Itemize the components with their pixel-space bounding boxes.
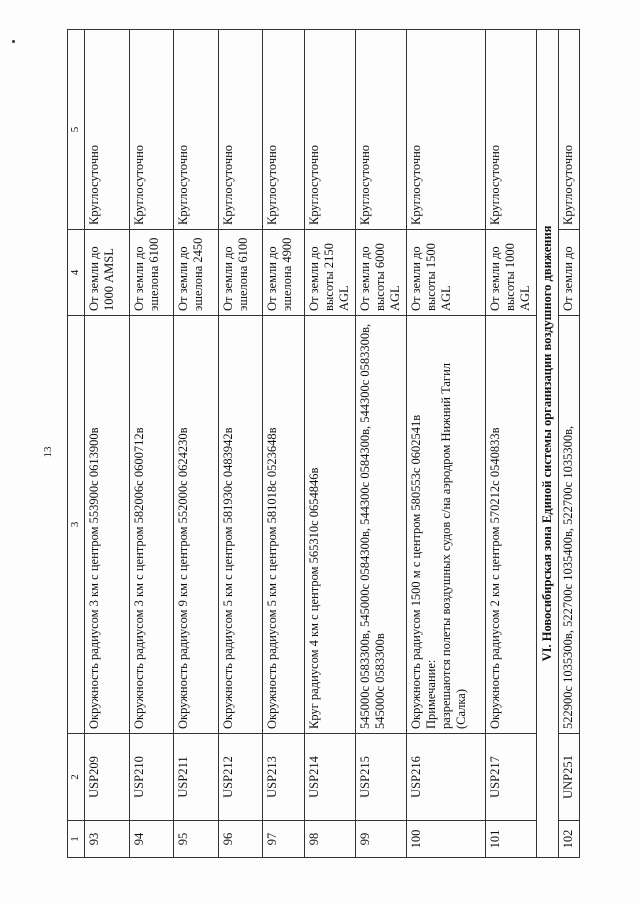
altitude-limit: От земли до эшелона 2450 [173, 230, 218, 316]
zone-code: USP210 [129, 734, 173, 821]
area-description: Окружность радиусом 3 км с центром 582006с 0600712в [129, 316, 173, 734]
area-description: Окружность радиусом 5 км с центром 581930с 0483942в [218, 316, 262, 734]
area-description: Окружность радиусом 9 км с центром 552000с 0624230в [173, 316, 218, 734]
zone-code: USP212 [218, 734, 262, 821]
table-row [84, 30, 129, 858]
altitude-limit: От земли до эшелона 6100 [129, 230, 173, 316]
zone-code: USP209 [84, 734, 129, 821]
area-description: 522900с 1035300в, 522700с 1035400в, 522700с 1035300в, [559, 316, 580, 734]
operating-time: Круглосуточно [485, 30, 536, 230]
zone-code: USP213 [262, 734, 304, 821]
table-row [262, 30, 304, 858]
table-row [304, 30, 355, 858]
area-description: 545000с 0583300в, 545000с 0584300в, 544300с 0584300в, 544300с 0583300в, 545000с 0583300в [355, 316, 406, 734]
header-cell-4: 4 [68, 230, 85, 316]
scan-speck [12, 40, 15, 43]
row-number: 94 [129, 821, 173, 858]
row-number: 97 [262, 821, 304, 858]
table-row [355, 30, 406, 858]
row-number: 102 [559, 821, 580, 858]
table-row [406, 30, 485, 858]
zone-heading: VI. Новосибирская зона Единой системы организации воздушного движения [536, 30, 559, 858]
header-cell-1: 1 [68, 821, 85, 858]
area-description: Окружность радиусом 5 км с центром 581018с 0523648в [262, 316, 304, 734]
table-row [559, 30, 580, 858]
altitude-limit: От земли до высоты 6000 AGL [355, 230, 406, 316]
operating-time: Круглосуточно [84, 30, 129, 230]
operating-time: Круглосуточно [173, 30, 218, 230]
altitude-limit: От земли до эшелона 6100 [218, 230, 262, 316]
table-row [129, 30, 173, 858]
altitude-limit: От земли до эшелона 4900 [262, 230, 304, 316]
row-number: 98 [304, 821, 355, 858]
zone-code: USP217 [485, 734, 536, 821]
operating-time: Круглосуточно [262, 30, 304, 230]
zone-code: USP214 [304, 734, 355, 821]
altitude-limit: От земли до высоты 2150 AGL [304, 230, 355, 316]
row-number: 95 [173, 821, 218, 858]
table-row [218, 30, 262, 858]
zone-code: USP216 [406, 734, 485, 821]
altitude-limit: От земли до высоты 1500 AGL [406, 230, 485, 316]
operating-time: Круглосуточно [406, 30, 485, 230]
table-row [485, 30, 536, 858]
header-cell-2: 2 [68, 734, 85, 821]
area-description: Круг радиусом 4 км с центром 565310с 0654846в [304, 316, 355, 734]
airspace-table [67, 29, 580, 858]
operating-time: Круглосуточно [304, 30, 355, 230]
row-number: 96 [218, 821, 262, 858]
header-row [68, 30, 85, 858]
altitude-limit: От земли до [559, 230, 580, 316]
altitude-limit: От земли до 1000 AMSL [84, 230, 129, 316]
altitude-limit: От земли до высоты 1000 AGL [485, 230, 536, 316]
page-number: 13 [42, 446, 54, 458]
area-description: Окружность радиусом 2 км с центром 570212с 0540833в [485, 316, 536, 734]
header-cell-3: 3 [68, 316, 85, 734]
row-number: 100 [406, 821, 485, 858]
zone-code: USP215 [355, 734, 406, 821]
area-description: Окружность радиусом 1500 м с центром 580553с 0602541в Примечание: разрешаются полеты воздушных судов с/на аэродром Нижний Тагил (Салка) [406, 316, 485, 734]
operating-time: Круглосуточно [355, 30, 406, 230]
row-number: 101 [485, 821, 536, 858]
operating-time: Круглосуточно [559, 30, 580, 230]
header-cell-5: 5 [68, 30, 85, 230]
operating-time: Круглосуточно [218, 30, 262, 230]
zone-code: UNP251 [559, 734, 580, 821]
operating-time: Круглосуточно [129, 30, 173, 230]
area-description: Окружность радиусом 3 км с центром 553900с 0613900в [84, 316, 129, 734]
row-number: 93 [84, 821, 129, 858]
zone-heading-row [536, 30, 559, 858]
row-number: 99 [355, 821, 406, 858]
rotated-table-wrapper [67, 30, 580, 858]
zone-code: USP211 [173, 734, 218, 821]
table-row [173, 30, 218, 858]
